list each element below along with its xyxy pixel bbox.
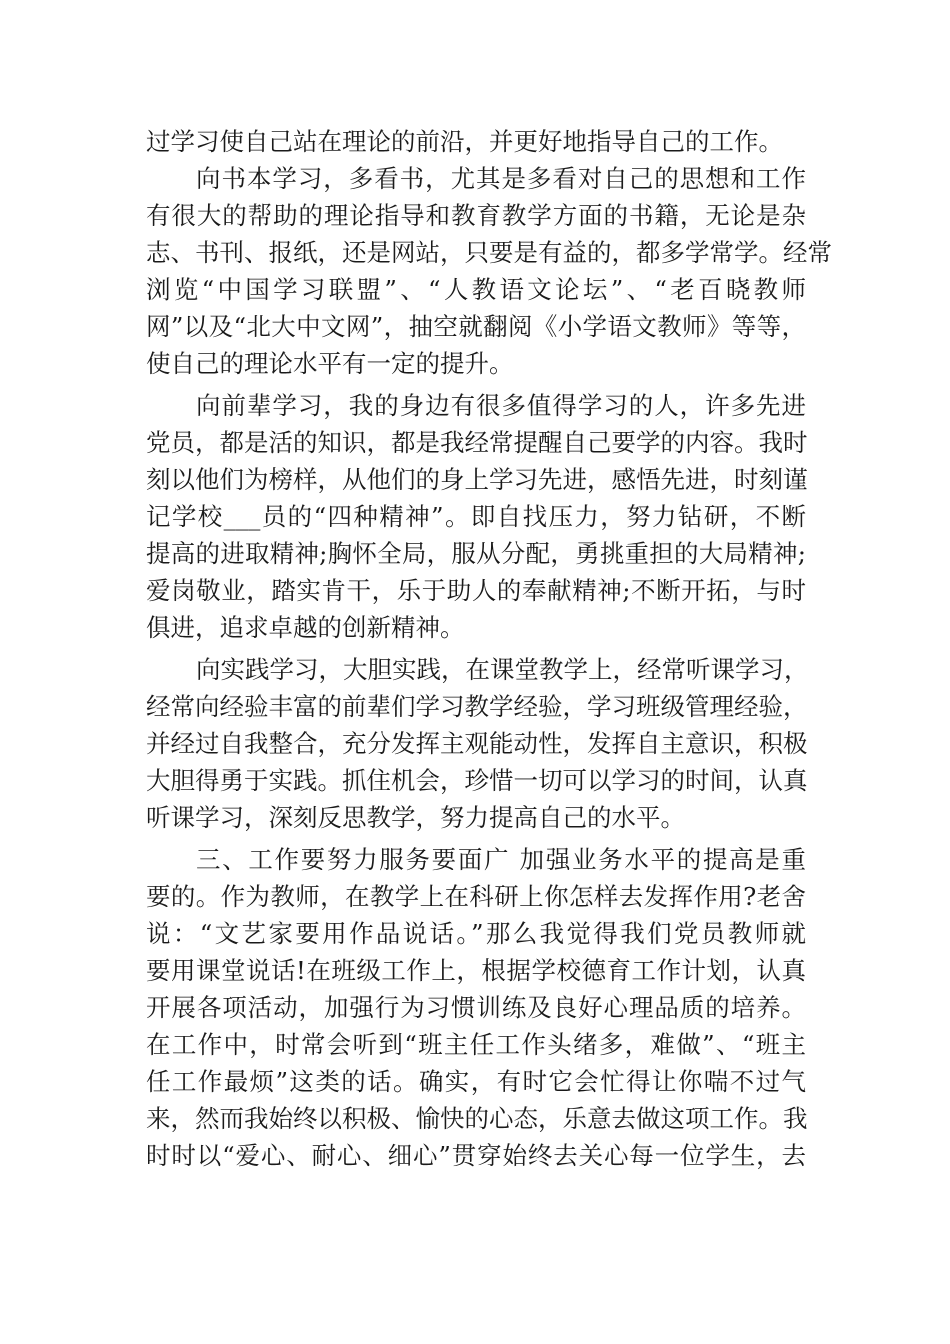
text-line: 开展各项活动，加强行为习惯训练及良好心理品质的培养。 — [146, 993, 806, 1022]
text-line: 网”以及“北大中文网”，抽空就翻阅《小学语文教师》等等， — [146, 312, 806, 341]
text-line: 听课学习，深刻反思教学，努力提高自己的水平。 — [146, 803, 685, 832]
paragraph-start-line: 向书本学习，多看书，尤其是多看对自己的思想和工作 — [196, 164, 806, 193]
text-line: 有很大的帮助的理论指导和教育教学方面的书籍，无论是杂 — [146, 201, 806, 230]
text-line: 在工作中，时常会听到“班主任工作头绪多，难做”、“班主 — [146, 1030, 806, 1059]
text-line: 浏览“中国学习联盟”、“人教语文论坛”、“老百晓教师 — [146, 275, 806, 304]
text-line: 提高的进取精神;胸怀全局，服从分配，勇挑重担的大局精神; — [146, 539, 806, 568]
text-line: 志、书刊、报纸，还是网站，只要是有益的，都多学常学。经常 — [146, 238, 832, 267]
text-line: 记学校___员的“四种精神”。即自找压力，努力钻研，不断 — [146, 502, 806, 531]
text-line: 刻以他们为榜样，从他们的身上学习先进，感悟先进，时刻谨 — [146, 465, 808, 494]
text-line: 要的。作为教师，在教学上在科研上你怎样去发挥作用?老舍 — [146, 882, 806, 911]
paragraph-start-line: 向前辈学习，我的身边有很多值得学习的人，许多先进 — [196, 391, 806, 420]
text-line: 爱岗敬业，踏实肯干，乐于助人的奉献精神;不断开拓，与时 — [146, 576, 806, 605]
text-line: 经常向经验丰富的前辈们学习教学经验，学习班级管理经验， — [146, 692, 808, 721]
text-line: 来，然而我始终以积极、愉快的心态，乐意去做这项工作。我 — [146, 1104, 808, 1133]
paragraph-start-line: 向实践学习，大胆实践，在课堂教学上，经常听课学习， — [196, 655, 809, 684]
text-line: 说：“文艺家要用作品说话。”那么我觉得我们党员教师就 — [146, 919, 806, 948]
text-line: 使自己的理论水平有一定的提升。 — [146, 349, 514, 378]
paragraph-start-line: 三、工作要努力服务要面广 加强业务水平的提高是重 — [196, 845, 806, 874]
text-line: 党员，都是活的知识，都是我经常提醒自己要学的内容。我时 — [146, 428, 808, 457]
text-line: 俱进，追求卓越的创新精神。 — [146, 613, 465, 642]
text-line: 并经过自我整合，充分发挥主观能动性，发挥自主意识，积极 — [146, 729, 808, 758]
text-line: 时时以“爱心、耐心、细心”贯穿始终去关心每一位学生，去 — [146, 1141, 806, 1170]
text-line: 要用课堂说话!在班级工作上，根据学校德育工作计划，认真 — [146, 956, 806, 985]
text-line: 任工作最烦”这类的话。确实，有时它会忙得让你喘不过气 — [146, 1067, 806, 1096]
text-line: 大胆得勇于实践。抓住机会，珍惜一切可以学习的时间，认真 — [146, 766, 808, 795]
text-line: 过学习使自己站在理论的前沿，并更好地指导自己的工作。 — [146, 127, 783, 156]
